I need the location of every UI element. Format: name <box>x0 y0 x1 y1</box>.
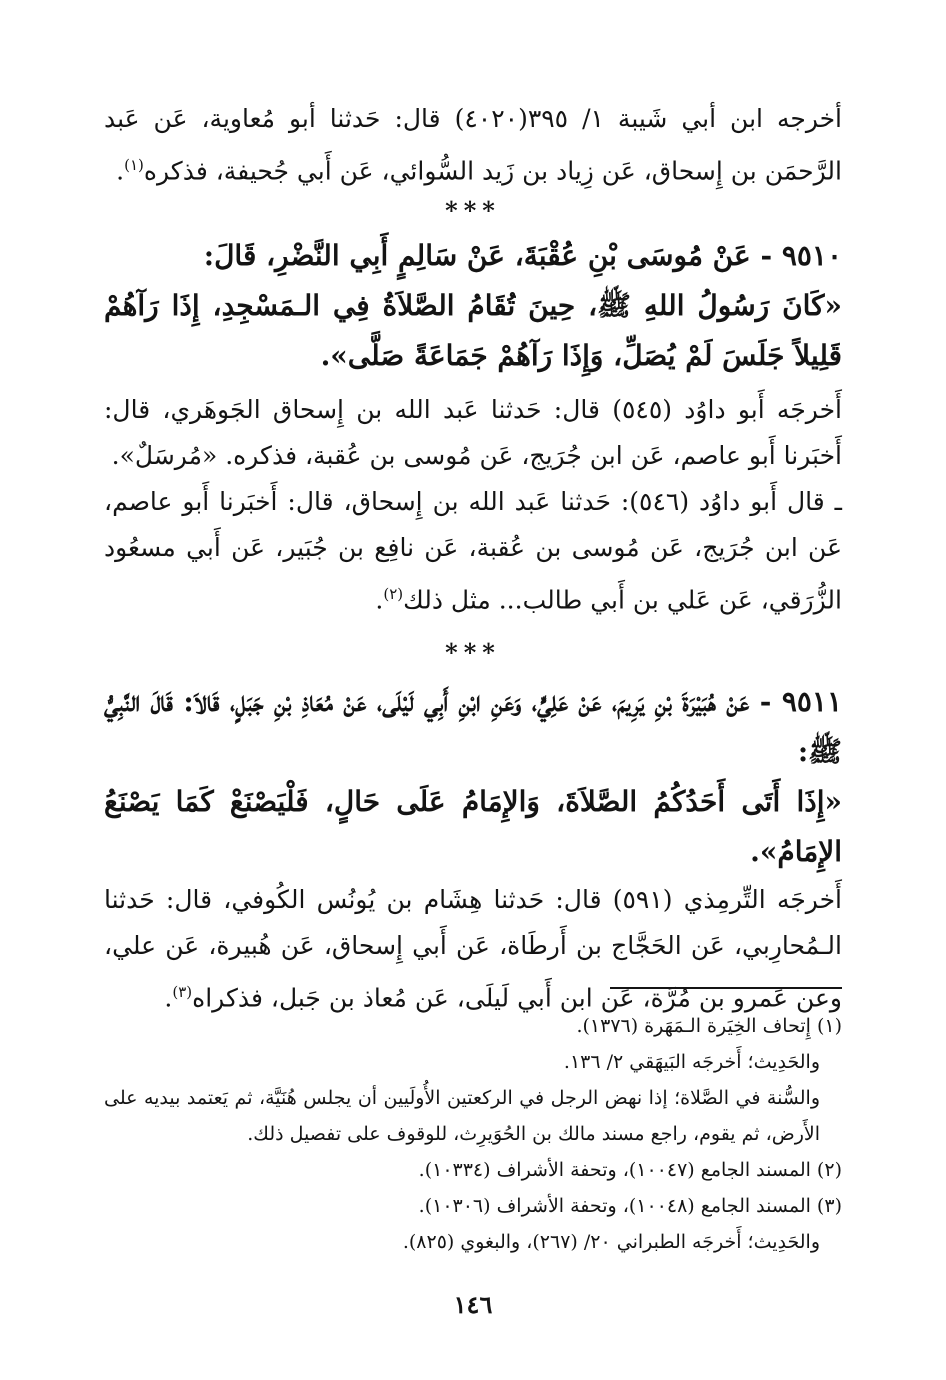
footnote-ref-2[interactable]: (٢) <box>383 585 404 604</box>
footnote-3: (٣) المسند الجامع (١٠٠٤٨)، وتحفة الأشراف (١٠٣٠٦). <box>418 1195 842 1217</box>
footnote-ref-1[interactable]: (١) <box>124 156 144 174</box>
hadith-9511 <box>104 677 842 777</box>
footnote-1: (١) إِتحاف الخِيَرة الـمَهَرة (١٣٧٦). <box>576 1015 842 1037</box>
section-separator: *** <box>445 196 501 226</box>
hadith-matn: «كَانَ رَسُولُ اللهِ ﷺ، حِينَ تُقَامُ الصَّلاَةُ فِي الـمَسْجِدِ، إِذَا رَآهُمْ قَلِيلاً جَلَسَ لَمْ يُصَلِّ، وَإِذَا رَآهُمْ جَمَاعَةً صَلَّى». <box>104 289 842 373</box>
page-number: ١٤٦ <box>453 1290 493 1319</box>
hadith-number: ٩٥١٠ - <box>760 239 842 273</box>
takhrij-paragraph-2: أَخرجَه أَبو داوُد (٥٤٥) قال: حَدثنا عَبد الله بن إِسحاق الجَوهَري، قال: أَخبَرنا أَبو عاصم، عَن ابن جُرَيج، عَن مُوسى بن عُقبة، فذكره. «مُرسَلٌ». <box>104 395 842 471</box>
hadith-number: ٩٥١١ - <box>759 684 842 718</box>
hadith-matn: «إِذَا أَتَى أَحَدُكُمُ الصَّلاَةَ، وَالإِمَامُ عَلَى حَالٍ، فَلْيَصْنَعْ كَمَا يَصْنَعُ الإِمَامُ». <box>104 784 842 868</box>
footnote-ref-3[interactable]: (٣) <box>172 982 193 1001</box>
takhrij-paragraph-4: أَخرجَه التِّرمِذي (٥٩١) قال: حَدثنا هِشَام بن يُونُس الكُوفي، قال: حَدثنا الـمُحارِبي، عَن الحَجَّاج بن أَرطَاة، عَن أَبي إِسحاق، عَن هُبيرة، عَن علي، وعن عَمرو بن مُرَّة، عَن ابن أَبي لَيلَى، عَن مُعاذ بن جَبل، فذكراه$^{(٣)}$. <box>104 884 842 1012</box>
footnote-2: (٢) المسند الجامع (١٠٠٤٧)، وتحفة الأشراف (١٠٣٣٤). <box>418 1159 842 1181</box>
footnotes <box>104 1008 842 1260</box>
takhrij-paragraph-3: ـ قال أَبو داوُد (٥٤٦): حَدثنا عَبد الله بن إِسحاق، قال: أَخبَرنا أَبو عاصم، عَن ابن جُرَيج، عَن مُوسى بن عُقبة، عَن نافِع بن جُبَير، عَن أَبي مسعُود الزُّرَقي، عَن عَلي بن أَبي طالب... مثل ذلك$^{(٢)}$. <box>104 487 843 615</box>
footnote-divider <box>610 987 842 989</box>
hadith-isnad: عَنْ هُبَيْرَةَ بْنِ يَرِيمَ، عَنْ عَلِيٍّ، وَعَنِ ابْنِ أَبِي لَيْلَى، عَنْ مُعَاذِ بْنِ جَبَلٍ، قَالاَ: قَالَ النَّبِيُّ ﷺ: <box>104 684 842 768</box>
section-separator: *** <box>445 637 501 667</box>
takhrij-text: أخرجه ابن أبي شَيبة ١/ ٣٩٥(٤٠٢٠) قال: حَدثنا أبو مُعاوية، عَن عَبد الرَّحمَن بن إِسحاق، عَن زِياد بن زَيد السُّوائي، عَن أَبي جُحيفة، فذكره <box>104 104 843 186</box>
takhrij-paragraph-1: أخرجه ابن أبي شَيبة ١/ ٣٩٥(٤٠٢٠) قال: حَدثنا أبو مُعاوية، عَن عَبد الرَّحمَن بن إِسحاق، عَن زِياد بن زَيد السُّوائي، عَن أَبي جُحيفة، فذكره$^{(١)}$. <box>104 104 843 186</box>
hadith-isnad: عَنْ مُوسَى بْنِ عُقْبَةَ، عَنْ سَالِمٍ أَبِي النَّضْرِ، قَالَ: <box>203 239 751 273</box>
footnote-1-sunnah: والسُّنة في الصَّلاة؛ إذا نهض الرجل في الركعتين الأُولَيين أن يجلس هُنَيَّة، ثم يَعتمد بيديه على الأَرض، ثم يقوم، راجع مسند مالك بن الحُوَيرِث، للوقوف على تفصيل ذلك. <box>104 1087 820 1145</box>
hadith-9510 <box>104 231 842 281</box>
footnote-1-hadith: والحَدِيث؛ أَخرجَه البَيهَقي ٢/ ١٣٦. <box>563 1051 820 1073</box>
footnote-3-hadith: والحَدِيث؛ أَخرجَه الطبراني ٢٠/ (٢٦٧)، والبغوي (٨٢٥). <box>402 1231 820 1253</box>
